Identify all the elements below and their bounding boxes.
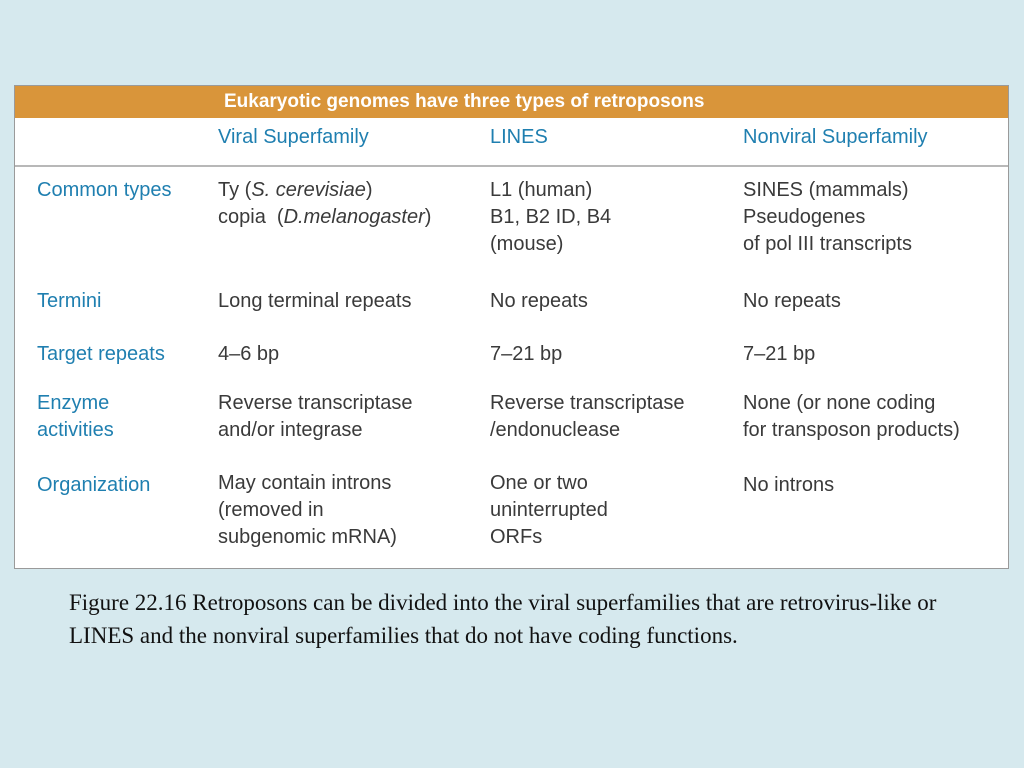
cell-line: and/or integrase	[218, 419, 363, 441]
cell-termini-nonviral: No repeats	[743, 290, 841, 312]
cell-organization-nonviral: No introns	[743, 474, 835, 496]
cell-line: Pseudogenes	[743, 206, 866, 228]
column-header-viral: Viral Superfamily	[218, 126, 369, 148]
cell-line: None (or none coding	[743, 392, 936, 414]
cell-line: Ty (S. cerevisiae)	[218, 179, 373, 201]
column-header-nonviral: Nonviral Superfamily	[743, 126, 928, 148]
row-label-target-repeats: Target repeats	[37, 343, 165, 365]
cell-line: B1, B2 ID, B4	[490, 206, 612, 228]
cell-line: (mouse)	[490, 233, 564, 255]
figure-caption: Figure 22.16 Retroposons can be divided into the viral superfamilies that are retrovirus-like or LINES and the nonviral superfamilies that do not have coding functions.	[69, 590, 937, 648]
italic-species-name: D.melanogaster	[283, 206, 425, 228]
cell-line: (removed in	[218, 499, 324, 521]
cell-organization-lines	[490, 470, 608, 551]
table-title-bar	[15, 86, 1008, 118]
cell-organization-viral	[218, 470, 397, 551]
column-header-row	[15, 118, 1008, 167]
cell-enzyme-activities-nonviral	[743, 390, 960, 444]
cell-line: Reverse transcriptase	[490, 392, 685, 414]
cell-target-repeats-lines: 7–21 bp	[490, 343, 563, 365]
cell-line: SINES (mammals)	[743, 179, 909, 201]
row-label-organization: Organization	[37, 474, 151, 496]
cell-line: uninterrupted	[490, 499, 608, 521]
cell-line: Reverse transcriptase	[218, 392, 413, 414]
cell-enzyme-activities-viral	[218, 390, 413, 444]
row-label-enzyme-activities: Enzyme activities	[37, 392, 114, 441]
row-label-termini: Termini	[37, 290, 102, 312]
cell-common-types-lines	[490, 177, 611, 258]
italic-species-name: S. cerevisiae	[251, 179, 366, 201]
cell-line: One or two	[490, 472, 588, 494]
cell-line: copia (D.melanogaster)	[218, 206, 432, 228]
cell-line: ORFs	[490, 526, 543, 548]
cell-enzyme-activities-lines	[490, 390, 685, 444]
cell-line: May contain introns	[218, 472, 392, 494]
column-header-lines: LINES	[490, 126, 548, 148]
cell-common-types-nonviral	[743, 177, 912, 258]
cell-line: for transposon products)	[743, 419, 960, 441]
cell-line: subgenomic mRNA)	[218, 526, 397, 548]
cell-common-types-viral	[218, 177, 431, 231]
cell-line: /endonuclease	[490, 419, 621, 441]
cell-target-repeats-nonviral: 7–21 bp	[743, 343, 816, 365]
cell-target-repeats-viral: 4–6 bp	[218, 343, 280, 365]
cell-line: of pol III transcripts	[743, 233, 912, 255]
cell-line: L1 (human)	[490, 179, 593, 201]
row-label-common-types: Common types	[37, 179, 172, 201]
table-title: Eukaryotic genomes have three types of retroposons	[224, 91, 705, 112]
retroposon-table	[14, 85, 1009, 569]
cell-termini-lines: No repeats	[490, 290, 588, 312]
cell-termini-viral: Long terminal repeats	[218, 290, 412, 312]
